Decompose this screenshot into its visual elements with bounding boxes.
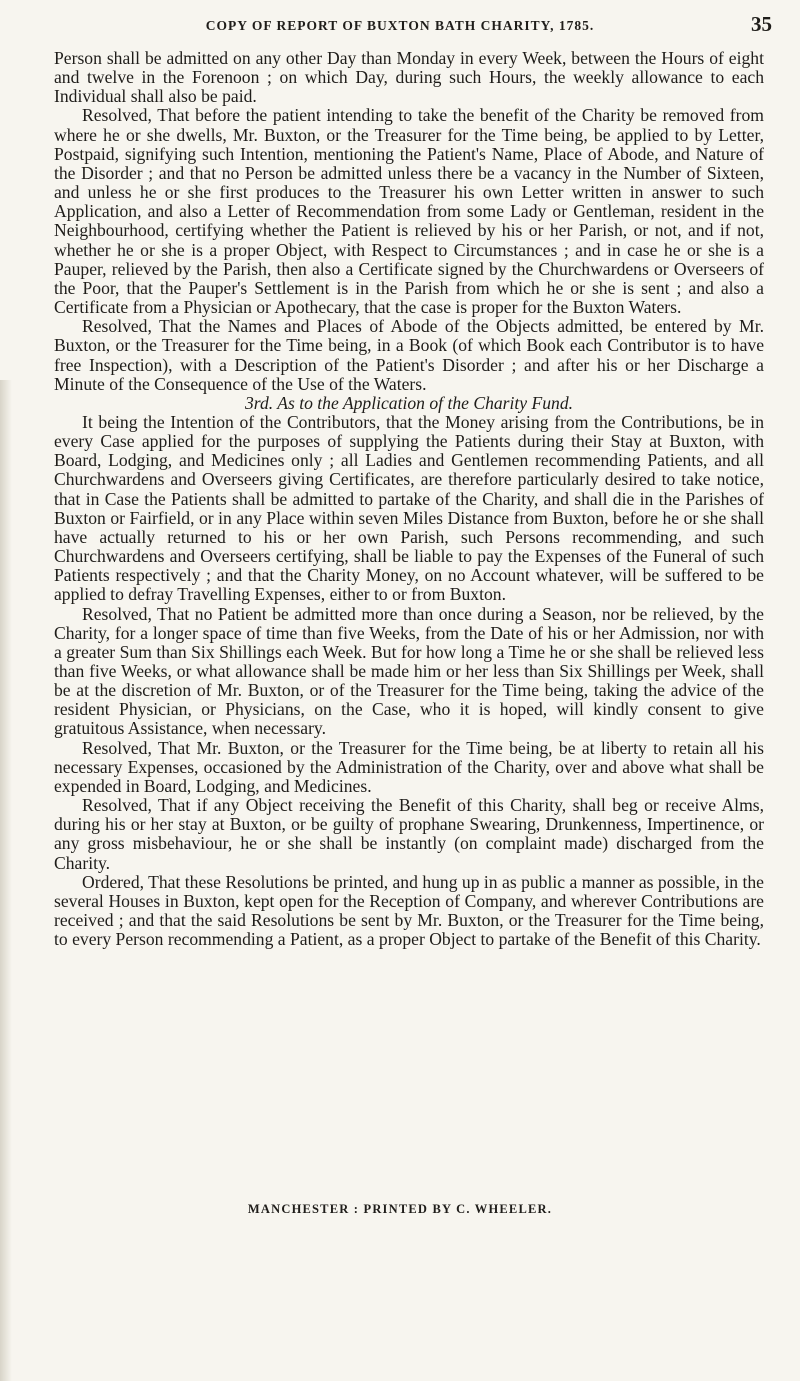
- paragraph-resolved-misbehaviour: Resolved, That if any Object receiving the Benefit of this Charity, shall beg or receive Alms, during his or her stay at Buxton, or be guilty of prophane Swearing, Drunkenness, Impertinence, or any gross misbehaviour, he or she shall be instantly (on complaint made) discharged from the Charity.: [54, 795, 764, 873]
- paragraph-resolved-once-per-season: Resolved, That no Patient be admitted more than once during a Season, nor be relieved, by the Charity, for a longer space of time than five Weeks, from the Date of his or her Admission, nor with a greater Sum than Six Shillings each Week. But for how long a Time he or she shall be relieved less than five Weeks, or what allowance shall be made him or her less than Six Shillings per Week, shall be at the discretion of Mr. Buxton, or of the Treasurer for the Time being, taking the advice of the resident Physician, or Physicians, on the Case, who it is hoped, will kindly consent to give gratuitous Assistance, when necessary.: [54, 603, 764, 739]
- paragraph-resolved-names-book: Resolved, That the Names and Places of Abode of the Objects admitted, be entered by Mr. Buxton, or the Treasurer for the Time being, in a Book (of which Book each Contributor is to have free Inspection), with a Description of the Patient's Disorder ; and after his or her Discharge a Minute of the Consequence of the Use of the Waters.: [54, 316, 764, 394]
- paragraph-resolved-expenses: Resolved, That Mr. Buxton, or the Treasurer for the Time being, be at liberty to retain all his necessary Expenses, occasioned by the Administration of the Charity, over and above what shall be expended in Board, Lodging, and Medicines.: [54, 737, 764, 796]
- running-head: [0, 10, 800, 40]
- section-heading: 3rd. As to the Application of the Charity Fund.: [244, 392, 574, 413]
- paragraph-intention: It being the Intention of the Contributors, that the Money arising from the Contributions, be in every Case applied for the purposes of supplying the Patients during their Stay at Buxton, with Board, Lodging, and Medicines only ; all Ladies and Gentlemen recommending Patients, and all Churchwardens and Overseers giving Certificates, are therefore particularly desired to take notice, that in Case the Patients shall be admitted to partake of the Charity, and shall die in the Parishes of Buxton or Fairfield, or in any Place within seven Miles Distance from Buxton, before he or she shall have actually returned to his or her own Parish, such Persons recommending, and such Churchwardens and Overseers certifying, shall be liable to pay the Expenses of the Funeral of such Patients respectively ; and that the Charity Money, on no Account whatever, will be suffered to be applied to defray Travelling Expenses, either to or from Buxton.: [54, 411, 764, 605]
- binding-shadow: [0, 380, 12, 1381]
- page-number: 35: [751, 12, 772, 36]
- body-text: [54, 49, 764, 949]
- printer-imprint: MANCHESTER : PRINTED BY C. WHEELER.: [247, 1202, 553, 1216]
- paragraph-admission-hours: Person shall be admitted on any other Day than Monday in every Week, between the Hours of eight and twelve in the Forenoon ; on which Day, during such Hours, the weekly allowance to each Individual shall also be paid.: [54, 48, 764, 107]
- paragraph-ordered-printed: Ordered, That these Resolutions be printed, and hung up in as public a manner as possible, in the several Houses in Buxton, kept open for the Reception of Company, and wherever Contributions are received ; and that the said Resolutions be sent by Mr. Buxton, or the Treasurer for the Time being, to every Person recommending a Patient, as a proper Object to partake of the Benefit of this Charity.: [54, 871, 764, 950]
- running-title: COPY OF REPORT OF BUXTON BATH CHARITY, 1785.: [205, 18, 595, 33]
- paragraph-resolved-application: Resolved, That before the patient intending to take the benefit of the Charity be removed from where he or she dwells, Mr. Buxton, or the Treasurer for the Time being, be applied to by Letter, Postpaid, signifying such Intention, mentioning the Patient's Name, Place of Abode, and Nature of the Disorder ; and that no Person be admitted unless there be a vacancy in the Number of Sixteen, and unless he or she first produces to the Treasurer his own Letter written in answer to such Application, and also a Letter of Recommendation from some Lady or Gentleman, resident in the Neighbourhood, certifying whether the Patient is relieved by his or her Parish, or not, and if not, whether he or she is a proper Object, with Respect to Circumstances ; and in case he or she is a Pauper, relieved by the Parish, then also a Certificate signed by the Churchwardens or Overseers of the Poor, that the Pauper's Settlement is in the Parish from which he or she is sent ; and also a Certificate from a Physician or Apothecary, that the case is proper for the Buxton Waters.: [54, 105, 764, 318]
